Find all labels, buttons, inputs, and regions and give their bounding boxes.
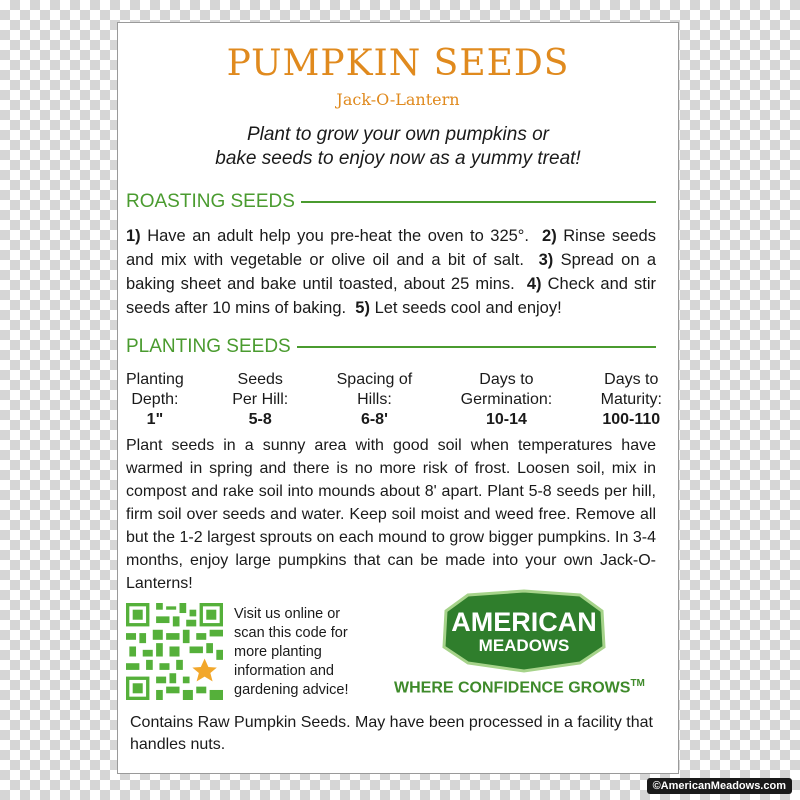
stat-value: 100-110: [602, 411, 661, 428]
visit-line: information and: [234, 663, 334, 679]
stat-days-to-maturity: [601, 370, 662, 430]
stat-label: Hills:: [357, 391, 392, 408]
stat-label: Days to: [479, 371, 534, 388]
stat-label: Per Hill:: [232, 391, 289, 408]
slogan-text: WHERE CONFIDENCE GROWS: [394, 679, 631, 697]
stat-value: 1": [146, 411, 164, 428]
section-divider: [301, 201, 656, 203]
planting-heading: PLANTING SEEDS: [126, 336, 291, 357]
allergen-notice: Contains Raw Pumpkin Seeds. May have been processed in a facility that handles nuts.: [130, 714, 653, 753]
seed-packet-card: [117, 22, 679, 774]
stat-label: Maturity:: [600, 391, 662, 408]
visit-line: Visit us online or: [234, 606, 341, 622]
stat-value: 10-14: [485, 411, 527, 428]
visit-line: more planting: [234, 644, 322, 660]
stat-value: 6-8': [360, 411, 388, 428]
step-number: 4): [526, 275, 542, 293]
stat-days-to-germination: [461, 370, 553, 430]
visit-online-text: [234, 605, 348, 700]
roasting-heading: ROASTING SEEDS: [126, 191, 295, 212]
step-number: 2): [542, 227, 557, 245]
roasting-section-heading: [126, 189, 656, 215]
step-text: Spread on a baking sheet and bake until toasted, about 25 mins.: [126, 251, 656, 293]
stat-label: Depth:: [131, 391, 179, 408]
trademark-symbol: TM: [630, 678, 645, 689]
planting-stats: [126, 370, 662, 430]
step-text: Have an adult help you pre-heat the oven to 325°.: [147, 227, 529, 245]
stat-label: Seeds: [237, 371, 283, 388]
visit-line: scan this code for: [234, 625, 348, 641]
logo-text-meadows: MEADOWS: [478, 636, 570, 655]
section-divider: [297, 346, 656, 348]
stat-label: Planting: [126, 371, 184, 388]
american-meadows-logo: [438, 589, 610, 675]
tagline-line: Plant to grow your own pumpkins or: [246, 124, 550, 145]
stat-label: Days to: [604, 371, 659, 388]
tagline-line: bake seeds to enjoy now as a yummy treat!: [215, 148, 581, 169]
step-text: Let seeds cool and enjoy!: [374, 299, 562, 317]
brand-slogan: [394, 678, 645, 697]
stat-spacing-of-hills: [337, 370, 413, 430]
qr-code-icon[interactable]: [126, 603, 223, 700]
visit-line: gardening advice!: [234, 682, 349, 698]
packet-title: PUMPKIN SEEDS: [226, 43, 570, 84]
step-number: 5): [355, 299, 370, 317]
stat-seeds-per-hill: [232, 370, 288, 430]
watermark-badge: ©AmericanMeadows.com: [647, 778, 792, 794]
step-number: 1): [126, 227, 141, 245]
planting-section-heading: [126, 334, 656, 360]
star-icon: [190, 657, 219, 684]
stat-planting-depth: [126, 370, 184, 430]
step-number: 3): [538, 251, 554, 269]
planting-instructions: Plant seeds in a sunny area with good soil when temperatures have warmed in spring and there is no more risk of frost. Loosen soil, mix in compost and rake soil into mounds about 8' apart. Plant 5-8 seeds per hill, firm soil over seeds and water. Keep soil moist and weed free. Remove all but the 1-2 largest sprouts on each mound to grow bigger pumpkins. In 3-4 months, enjoy large pumpkins that can be made into your own Jack-O-Lanterns!: [126, 437, 656, 592]
logo-text-american: AMERICAN: [451, 607, 597, 637]
packet-variety: Jack-O-Lantern: [336, 90, 460, 109]
stat-label: Germination:: [460, 391, 553, 408]
roasting-steps: [126, 224, 656, 320]
step-text: Check and stir seeds after 10 mins of baking.: [126, 275, 657, 317]
stat-value: 5-8: [248, 411, 272, 428]
packet-tagline: [118, 123, 678, 171]
stat-label: Spacing of: [336, 371, 413, 388]
step-text: Rinse seeds and mix with vegetable or olive oil and a bit of salt.: [126, 227, 656, 269]
